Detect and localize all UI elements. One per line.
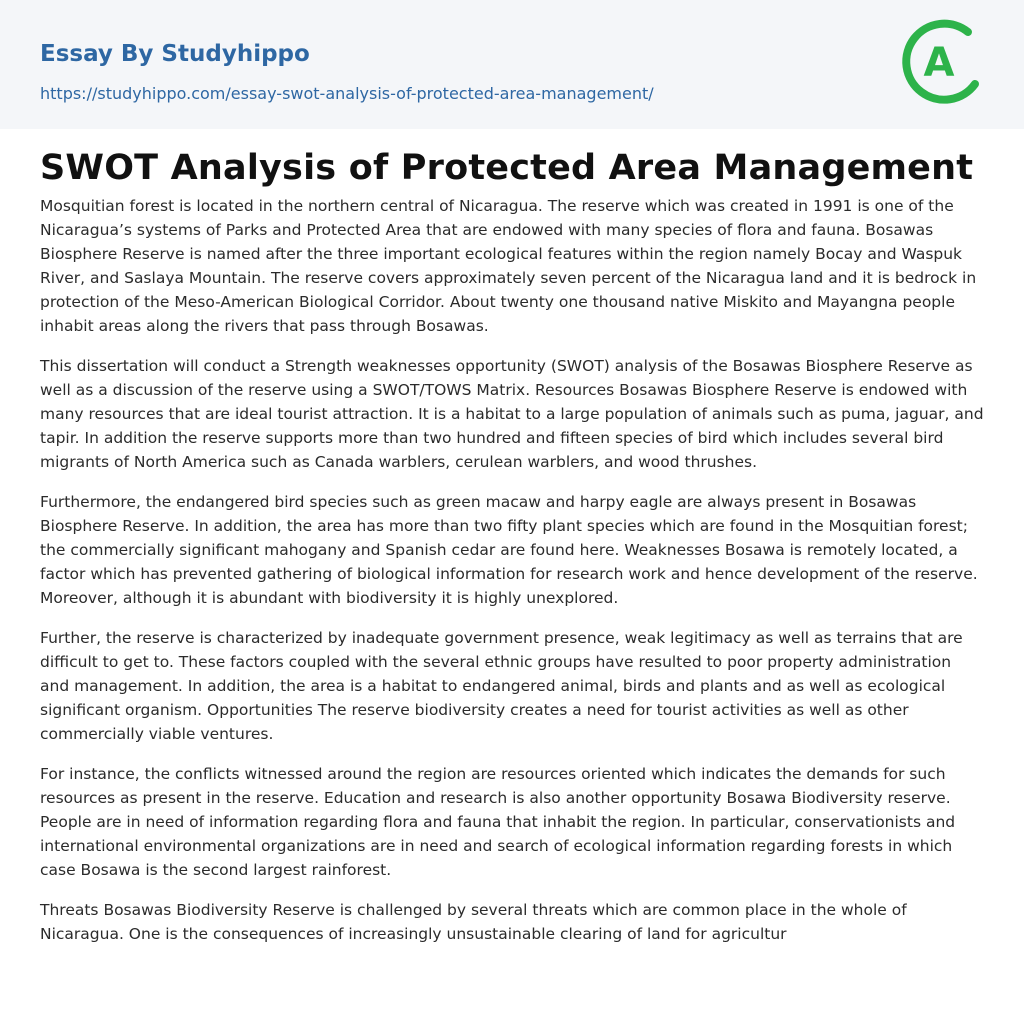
- article-paragraph: Further, the reserve is characterized by inadequate government presence, weak legitimacy as well as terrains that are difficult to get to. These factors coupled with the several ethnic groups have resulted to poor property administration and management. In addition, the area is a habitat to endangered animal, birds and plants and as well as ecological significant organism. Opportunities The reserve biodiversity creates a need for tourist activities as well as other commercially viable ventures.: [40, 629, 963, 743]
- article: [40, 144, 984, 946]
- logo-graphic: [897, 18, 987, 108]
- article-paragraph: Mosquitian forest is located in the northern central of Nicaragua. The reserve which was created in 1991 is one of the Nicaragua’s systems of Parks and Protected Area that are endowed with many species of flora and fauna. Bosawas Biosphere Reserve is named after the three important ecological features within the region namely Bocay and Waspuk River, and Saslaya Mountain. The reserve covers approximately seven percent of the Nicaragua land and it is bedrock in protection of the Meso-American Biological Corridor. About twenty one thousand native Miskito and Mayangna people inhabit areas along the rivers that pass through Bosawas.: [40, 197, 977, 335]
- article-paragraph: For instance, the conflicts witnessed around the region are resources oriented which indicates the demands for such resources as present in the reserve. Education and research is also another opportunity Bosawa Biodiversity reserve. People are in need of information regarding flora and fauna that inhabit the region. In particular, conservationists and international environmental organizations are in need and search of ecological information regarding forests in which case Bosawa is the second largest rainforest.: [40, 765, 956, 879]
- article-paragraph: Furthermore, the endangered bird species such as green macaw and harpy eagle are always present in Bosawas Biosphere Reserve. In addition, the area has more than two fifty plant species which are found in the Mosquitian forest; the commercially significant mahogany and Spanish cedar are found here. Weaknesses Bosawa is remotely located, a factor which has prevented gathering of biological information for research work and hence development of the reserve. Moreover, although it is abundant with biodiversity it is highly unexplored.: [40, 493, 978, 607]
- article-paragraph: This dissertation will conduct a Strength weaknesses opportunity (SWOT) analysis of the Bosawas Biosphere Reserve as well as a discussion of the reserve using a SWOT/TOWS Matrix. Resources Bosawas Biosphere Reserve is endowed with many resources that are ideal tourist attraction. It is a habitat to a large population of animals such as puma, jaguar, and tapir. In addition the reserve supports more than two hundred and fifteen species of bird which includes several bird migrants of North America such as Canada warblers, cerulean warblers, and wood thrushes.: [40, 357, 984, 471]
- site-header: [0, 0, 1024, 129]
- article-paragraph: Threats Bosawas Biodiversity Reserve is challenged by several threats which are common place in the whole of Nicaragua. One is the consequences of increasingly unsustainable clearing of land for agricultur: [40, 901, 907, 943]
- page-title: SWOT Analysis of Protected Area Management: [40, 148, 974, 188]
- site-title[interactable]: Essay By Studyhippo: [40, 41, 310, 67]
- studyhippo-logo-icon[interactable]: [897, 18, 987, 108]
- logo-letter: A: [923, 40, 955, 86]
- essay-url-link[interactable]: https://studyhippo.com/essay-swot-analysis-of-protected-area-management/: [40, 84, 654, 103]
